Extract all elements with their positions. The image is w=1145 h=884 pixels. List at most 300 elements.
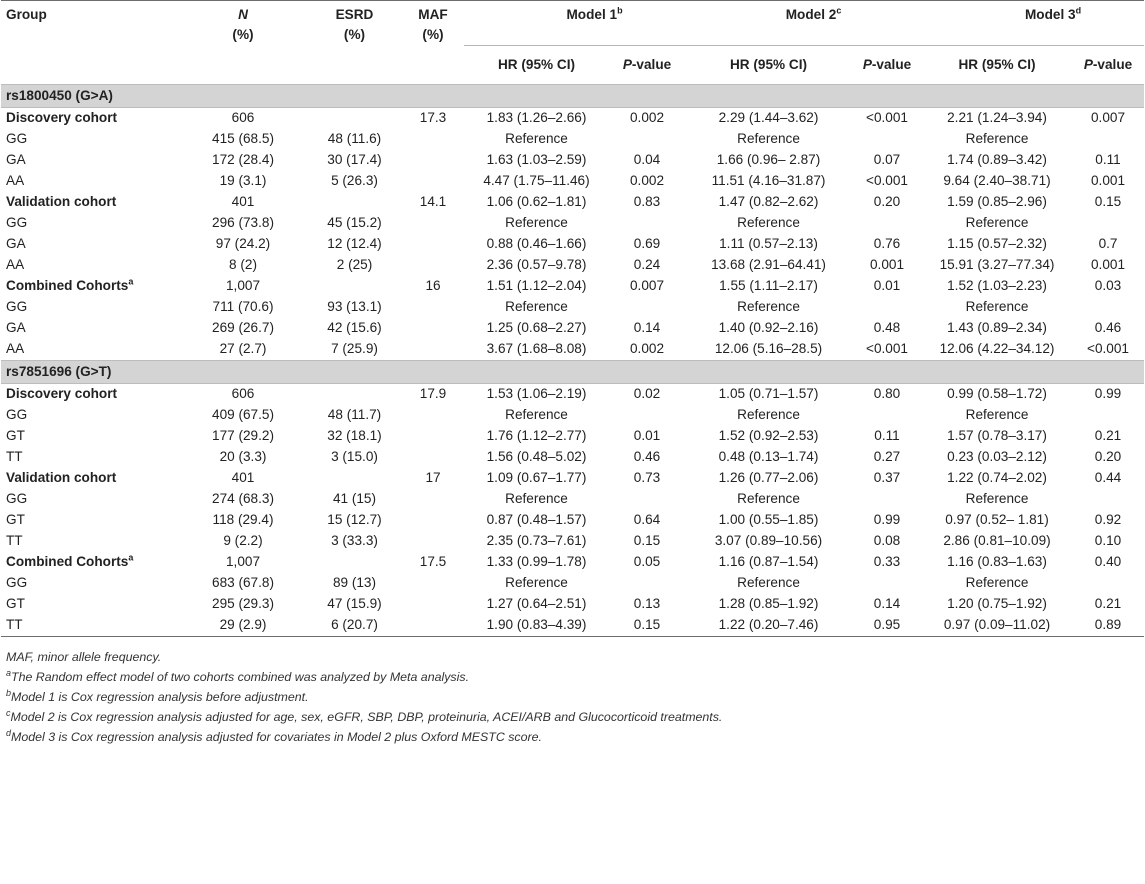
cell-p3: 0.21 — [1094, 596, 1122, 611]
cell-p3: 0.001 — [1091, 257, 1126, 272]
cell-p1 — [609, 297, 685, 318]
cell-hr2: 0.48 (0.13–1.74) — [718, 449, 819, 464]
cell-p2 — [852, 129, 922, 150]
cell-n: 9 (2.2) — [223, 533, 263, 548]
cell-hr2: 1.16 (0.87–1.54) — [718, 554, 819, 569]
cell-p3 — [1072, 297, 1144, 318]
row-label: TT — [6, 533, 23, 548]
cell-p2: 0.08 — [873, 533, 901, 548]
cell-p3: 0.007 — [1091, 110, 1126, 125]
cell-maf: 17.5 — [419, 554, 447, 569]
cell-p1 — [609, 213, 685, 234]
cell-p1 — [609, 405, 685, 426]
cell-hr3: Reference — [965, 131, 1029, 146]
cell-hr3: 0.97 (0.09–11.02) — [943, 617, 1051, 632]
cell-p2: 0.48 — [873, 320, 901, 335]
cell-hr3: 1.22 (0.74–2.02) — [947, 470, 1047, 485]
cell-hr3: 12.06 (4.22–34.12) — [939, 341, 1055, 356]
cell-hr3: Reference — [965, 575, 1029, 590]
cell-esrd: 93 (13.1) — [327, 299, 382, 314]
row-label: GG — [6, 299, 28, 314]
footnote-letter: c — [6, 707, 11, 718]
cell-p1 — [609, 489, 685, 510]
cell-hr2: 12.06 (5.16–28.5) — [714, 341, 823, 356]
cell-maf — [402, 510, 464, 531]
cell-hr3: 1.74 (0.89–3.42) — [947, 152, 1047, 167]
table-row — [1, 107, 1144, 129]
cell-hr3: 15.91 (3.27–77.34) — [939, 257, 1055, 272]
cell-hr3: 9.64 (2.40–38.71) — [943, 173, 1051, 188]
cell-p2: 0.07 — [873, 152, 901, 167]
cell-hr2: 1.52 (0.92–2.53) — [718, 428, 819, 443]
table-body — [1, 84, 1144, 636]
cell-hr1: 1.56 (0.48–5.02) — [486, 449, 587, 464]
cell-p2: 0.11 — [874, 428, 900, 443]
cell-hr2: 13.68 (2.91–64.41) — [711, 257, 826, 272]
cell-p2 — [852, 405, 922, 426]
cell-p3: 0.7 — [1098, 236, 1118, 251]
cell-esrd: 2 (25) — [336, 257, 373, 272]
cell-maf — [402, 150, 464, 171]
cell-p3: 0.20 — [1094, 449, 1122, 464]
cell-hr3: 2.21 (1.24–3.94) — [947, 110, 1047, 125]
cell-p3: 0.92 — [1094, 512, 1122, 527]
section-header — [1, 84, 1144, 107]
header-hr-3: HR (95% CI) — [958, 56, 1036, 72]
footnote — [6, 727, 1145, 747]
cell-maf — [402, 234, 464, 255]
cell-n: 20 (3.3) — [219, 449, 267, 464]
cell-esrd — [307, 107, 402, 129]
cell-esrd — [307, 468, 402, 489]
cell-maf — [402, 171, 464, 192]
table-row — [1, 468, 1144, 489]
table-row — [1, 129, 1144, 150]
cell-p3 — [1072, 213, 1144, 234]
cell-hr2: Reference — [737, 215, 800, 230]
cell-p3: 0.44 — [1094, 470, 1122, 485]
header-model-1: Model 1$^b$ — [464, 1, 685, 46]
footnote-marker: a — [128, 552, 134, 563]
cell-n: 296 (73.8) — [212, 215, 274, 230]
cell-group — [1, 297, 179, 318]
section-header — [1, 360, 1144, 383]
cell-hr3: Reference — [965, 491, 1029, 506]
table-row — [1, 150, 1144, 171]
cell-p1: 0.002 — [629, 173, 665, 188]
section-title: rs7851696 (G>T) — [1, 360, 1144, 383]
cell-group — [1, 276, 179, 297]
cell-p2: <0.001 — [866, 110, 908, 125]
cell-n: 401 — [231, 470, 255, 485]
cell-p3: 0.15 — [1094, 194, 1122, 209]
row-label: Combined Cohorts — [6, 554, 129, 569]
footnote-letter: b — [6, 687, 12, 698]
cell-p1: 0.15 — [633, 533, 661, 548]
cell-p1: 0.46 — [633, 449, 661, 464]
footnote — [6, 647, 1145, 667]
cell-hr1: 1.76 (1.12–2.77) — [486, 428, 587, 443]
cell-hr3: 2.86 (0.81–10.09) — [943, 533, 1051, 548]
cell-n: 8 (2) — [229, 257, 257, 272]
cell-group — [1, 234, 179, 255]
row-label: Validation cohort — [6, 470, 117, 485]
cell-group — [1, 171, 179, 192]
table-row — [1, 297, 1144, 318]
row-label: Discovery cohort — [6, 386, 118, 401]
table-row — [1, 531, 1144, 552]
cell-hr1: 0.87 (0.48–1.57) — [486, 512, 587, 527]
cell-hr2: Reference — [737, 491, 800, 506]
cell-p2: 0.01 — [873, 278, 901, 293]
cell-esrd: 48 (11.6) — [327, 131, 382, 146]
cell-hr1: 1.83 (1.26–2.66) — [486, 110, 587, 125]
cell-hr2: 1.00 (0.55–1.85) — [718, 512, 819, 527]
cell-hr3: Reference — [965, 215, 1029, 230]
footnote-text: Model 1 is Cox regression analysis before adjustment. — [11, 689, 309, 704]
cell-p1: 0.007 — [629, 278, 665, 293]
cell-group — [1, 489, 179, 510]
cell-hr2: 1.22 (0.20–7.46) — [718, 617, 819, 632]
cell-p1: 0.13 — [633, 596, 661, 611]
cell-hr3: 1.43 (0.89–2.34) — [947, 320, 1047, 335]
cell-p1: 0.73 — [633, 470, 661, 485]
cell-hr1: 1.06 (0.62–1.81) — [486, 194, 587, 209]
cell-group — [1, 383, 179, 405]
cell-p2: 0.33 — [873, 554, 901, 569]
footnotes — [6, 647, 1145, 747]
cell-n: 711 (70.6) — [212, 299, 274, 314]
cell-n: 606 — [231, 110, 255, 125]
cell-p3: 0.11 — [1095, 152, 1121, 167]
row-label: GT — [6, 428, 25, 443]
cell-p2: 0.27 — [873, 449, 901, 464]
table-row — [1, 276, 1144, 297]
cell-hr1: 3.67 (1.68–8.08) — [486, 341, 587, 356]
cell-esrd — [307, 552, 402, 573]
table-row — [1, 383, 1144, 405]
cell-p3 — [1072, 405, 1144, 426]
results-table — [1, 0, 1144, 637]
cell-n: 1,007 — [225, 278, 261, 293]
cell-maf — [402, 213, 464, 234]
cell-p3: 0.03 — [1094, 278, 1122, 293]
cell-maf — [402, 129, 464, 150]
cell-maf — [402, 531, 464, 552]
cell-hr1: Reference — [505, 215, 568, 230]
cell-n: 172 (28.4) — [212, 152, 274, 167]
cell-p3: 0.89 — [1094, 617, 1122, 632]
cell-hr3: 0.99 (0.58–1.72) — [947, 386, 1047, 401]
cell-hr2: Reference — [737, 299, 800, 314]
cell-n: 1,007 — [225, 554, 261, 569]
table-row — [1, 552, 1144, 573]
cell-group — [1, 150, 179, 171]
cell-n: 177 (29.2) — [212, 428, 274, 443]
cell-n: 274 (68.3) — [212, 491, 274, 506]
cell-hr2: 1.40 (0.92–2.16) — [718, 320, 819, 335]
cell-maf — [402, 255, 464, 276]
cell-n: 606 — [231, 386, 255, 401]
cell-p2 — [852, 573, 922, 594]
cell-maf — [402, 615, 464, 637]
row-label: GA — [6, 152, 26, 167]
cell-p1: 0.14 — [633, 320, 661, 335]
table-row — [1, 405, 1144, 426]
cell-hr1: Reference — [505, 407, 568, 422]
header-p-2: P-value — [862, 56, 912, 72]
header-p-3: P-value — [1083, 56, 1133, 72]
cell-n: 409 (67.5) — [212, 407, 274, 422]
cell-p2: <0.001 — [866, 173, 908, 188]
table-row — [1, 489, 1144, 510]
cell-group — [1, 531, 179, 552]
table-row — [1, 573, 1144, 594]
cell-maf: 17 — [425, 470, 441, 485]
cell-p3 — [1072, 129, 1144, 150]
cell-p1 — [609, 573, 685, 594]
cell-p2: 0.14 — [873, 596, 901, 611]
header-model-2: Model 2$^c$ — [685, 1, 922, 46]
cell-esrd — [307, 192, 402, 213]
table-row — [1, 510, 1144, 531]
footnote-text: The Random effect model of two cohorts combined was analyzed by Meta analysis. — [11, 669, 470, 684]
cell-esrd: 47 (15.9) — [327, 596, 382, 611]
cell-hr3: 1.16 (0.83–1.63) — [947, 554, 1047, 569]
cell-group — [1, 192, 179, 213]
cell-hr2: 1.66 (0.96– 2.87) — [716, 152, 821, 167]
cell-hr2: 11.51 (4.16–31.87) — [711, 173, 826, 188]
cell-p1: 0.002 — [629, 341, 665, 356]
table-row — [1, 426, 1144, 447]
table-row — [1, 171, 1144, 192]
cell-n: 269 (26.7) — [212, 320, 274, 335]
cell-hr1: 1.09 (0.67–1.77) — [486, 470, 587, 485]
header-n: N (%) — [232, 7, 254, 42]
cell-hr3: 0.23 (0.03–2.12) — [947, 449, 1047, 464]
cell-hr1: 2.36 (0.57–9.78) — [486, 257, 587, 272]
cell-maf — [402, 447, 464, 468]
cell-p3: 0.10 — [1094, 533, 1122, 548]
row-label: AA — [6, 257, 25, 272]
cell-p3: 0.21 — [1094, 428, 1122, 443]
cell-group — [1, 339, 179, 361]
cell-esrd: 3 (15.0) — [331, 449, 378, 464]
table-row — [1, 192, 1144, 213]
table-header — [1, 1, 1144, 85]
cell-maf: 17.9 — [419, 386, 447, 401]
cell-p2: 0.001 — [870, 257, 905, 272]
cell-p1: 0.04 — [633, 152, 661, 167]
cell-esrd: 12 (12.4) — [327, 236, 382, 251]
cell-esrd: 42 (15.6) — [327, 320, 382, 335]
header-p-1: P-value — [622, 56, 672, 72]
table-row — [1, 615, 1144, 637]
cell-p2 — [852, 489, 922, 510]
cell-hr3: Reference — [965, 407, 1029, 422]
cell-p2: 0.20 — [873, 194, 901, 209]
cell-group — [1, 447, 179, 468]
cell-maf — [402, 594, 464, 615]
cell-p2: 0.80 — [873, 386, 901, 401]
cell-hr2: 1.11 (0.57–2.13) — [719, 236, 818, 251]
cell-p3 — [1072, 489, 1144, 510]
cell-p1: 0.02 — [633, 386, 661, 401]
cell-hr1: Reference — [505, 299, 568, 314]
cell-n: 27 (2.7) — [219, 341, 267, 356]
cell-esrd: 5 (26.3) — [331, 173, 378, 188]
cell-maf: 16 — [425, 278, 441, 293]
cell-p3: <0.001 — [1087, 341, 1129, 356]
row-label: AA — [6, 341, 25, 356]
cell-hr3: 1.59 (0.85–2.96) — [947, 194, 1047, 209]
cell-hr2: Reference — [737, 575, 800, 590]
header-hr-1: HR (95% CI) — [497, 56, 576, 72]
cell-maf — [402, 297, 464, 318]
cell-maf: 14.1 — [419, 194, 447, 209]
cell-hr1: Reference — [505, 575, 568, 590]
cell-p2: 0.37 — [873, 470, 901, 485]
cell-p3: 0.001 — [1091, 173, 1126, 188]
cell-hr1: 1.53 (1.06–2.19) — [486, 386, 587, 401]
row-label: GG — [6, 575, 28, 590]
cell-hr3: 1.15 (0.57–2.32) — [947, 236, 1047, 251]
table-row — [1, 213, 1144, 234]
cell-p2: 0.76 — [873, 236, 901, 251]
cell-group — [1, 510, 179, 531]
cell-esrd: 48 (11.7) — [327, 407, 382, 422]
cell-group — [1, 129, 179, 150]
table-row — [1, 594, 1144, 615]
cell-hr2: Reference — [737, 131, 800, 146]
cell-p1: 0.002 — [629, 110, 665, 125]
cell-n: 415 (68.5) — [212, 131, 274, 146]
cell-group — [1, 573, 179, 594]
cell-hr2: 1.55 (1.11–2.17) — [719, 278, 818, 293]
cell-hr1: 1.27 (0.64–2.51) — [486, 596, 587, 611]
cell-p2: <0.001 — [866, 341, 908, 356]
header-group: Group — [6, 7, 47, 22]
cell-p3: 0.46 — [1094, 320, 1122, 335]
cell-hr3: 1.20 (0.75–1.92) — [947, 596, 1047, 611]
footnote-text: MAF, minor allele frequency. — [6, 649, 162, 664]
cell-p2 — [852, 213, 922, 234]
cell-p1: 0.64 — [633, 512, 661, 527]
footnote-marker: a — [128, 276, 134, 287]
cell-p1: 0.05 — [633, 554, 661, 569]
cell-hr1: 1.33 (0.99–1.78) — [486, 554, 587, 569]
cell-maf — [402, 489, 464, 510]
cell-hr1: 0.88 (0.46–1.66) — [486, 236, 587, 251]
cell-esrd: 15 (12.7) — [327, 512, 382, 527]
header-model-3: Model 3$^d$ — [922, 1, 1144, 46]
cell-esrd: 6 (20.7) — [331, 617, 378, 632]
cell-hr2: 3.07 (0.89–10.56) — [714, 533, 823, 548]
table-row — [1, 318, 1144, 339]
row-label: Discovery cohort — [6, 110, 118, 125]
cell-hr3: 1.57 (0.78–3.17) — [947, 428, 1047, 443]
cell-p2: 0.99 — [873, 512, 901, 527]
cell-maf — [402, 426, 464, 447]
cell-hr1: Reference — [505, 131, 568, 146]
footnote-text: Model 2 is Cox regression analysis adjusted for age, sex, eGFR, SBP, DBP, proteinuria, ACEI/ARB and Glucocorticoid treatments. — [10, 709, 723, 724]
cell-hr1: 2.35 (0.73–7.61) — [486, 533, 587, 548]
table-row — [1, 255, 1144, 276]
section-title: rs1800450 (G>A) — [1, 84, 1144, 107]
row-label: GT — [6, 596, 25, 611]
footnote-letter: d — [6, 727, 12, 738]
footnote — [6, 667, 1145, 687]
cell-esrd: 32 (18.1) — [327, 428, 382, 443]
cell-esrd: 7 (25.9) — [331, 341, 378, 356]
cell-n: 401 — [231, 194, 255, 209]
row-label: GG — [6, 491, 28, 506]
row-label: AA — [6, 173, 25, 188]
cell-hr1: 1.25 (0.68–2.27) — [486, 320, 587, 335]
cell-p1 — [609, 129, 685, 150]
cell-n: 683 (67.8) — [212, 575, 274, 590]
row-label: TT — [6, 617, 23, 632]
cell-hr1: 1.63 (1.03–2.59) — [486, 152, 587, 167]
row-label: Validation cohort — [6, 194, 117, 209]
cell-group — [1, 107, 179, 129]
cell-p1: 0.83 — [633, 194, 661, 209]
cell-p2: 0.95 — [873, 617, 901, 632]
cell-group — [1, 405, 179, 426]
row-label: GA — [6, 320, 26, 335]
cell-hr2: 1.28 (0.85–1.92) — [718, 596, 819, 611]
cell-hr2: 1.47 (0.82–2.62) — [718, 194, 819, 209]
cell-hr3: 1.52 (1.03–2.23) — [947, 278, 1047, 293]
cell-maf: 17.3 — [419, 110, 447, 125]
cell-group — [1, 426, 179, 447]
row-label: GG — [6, 215, 28, 230]
cell-p1: 0.01 — [633, 428, 661, 443]
cell-p3 — [1072, 573, 1144, 594]
row-label: Combined Cohorts — [6, 278, 129, 293]
cell-p2 — [852, 297, 922, 318]
cell-n: 295 (29.3) — [212, 596, 274, 611]
row-label: GA — [6, 236, 26, 251]
header-esrd: ESRD (%) — [335, 7, 374, 42]
cell-group — [1, 594, 179, 615]
cell-group — [1, 318, 179, 339]
table-row — [1, 447, 1144, 468]
header-hr-2: HR (95% CI) — [729, 56, 808, 72]
cell-hr3: 0.97 (0.52– 1.81) — [945, 512, 1049, 527]
cell-esrd: 45 (15.2) — [327, 215, 382, 230]
footnote — [6, 687, 1145, 707]
cell-hr1: Reference — [505, 491, 568, 506]
cell-maf — [402, 318, 464, 339]
cell-esrd — [307, 276, 402, 297]
cell-group — [1, 552, 179, 573]
cell-hr2: 2.29 (1.44–3.62) — [718, 110, 819, 125]
cell-hr1: 4.47 (1.75–11.46) — [483, 173, 590, 188]
cell-p3: 0.99 — [1094, 386, 1122, 401]
cell-hr2: 1.26 (0.77–2.06) — [718, 470, 819, 485]
cell-group — [1, 213, 179, 234]
footnote — [6, 707, 1145, 727]
footnote-text: Model 3 is Cox regression analysis adjusted for covariates in Model 2 plus Oxford MESTC score. — [11, 729, 542, 744]
header-maf: MAF (%) — [418, 7, 448, 42]
row-label: GG — [6, 407, 28, 422]
cell-n: 118 (29.4) — [212, 512, 274, 527]
cell-p1: 0.24 — [633, 257, 661, 272]
cell-maf — [402, 405, 464, 426]
cell-maf — [402, 573, 464, 594]
cell-esrd: 3 (33.3) — [331, 533, 378, 548]
